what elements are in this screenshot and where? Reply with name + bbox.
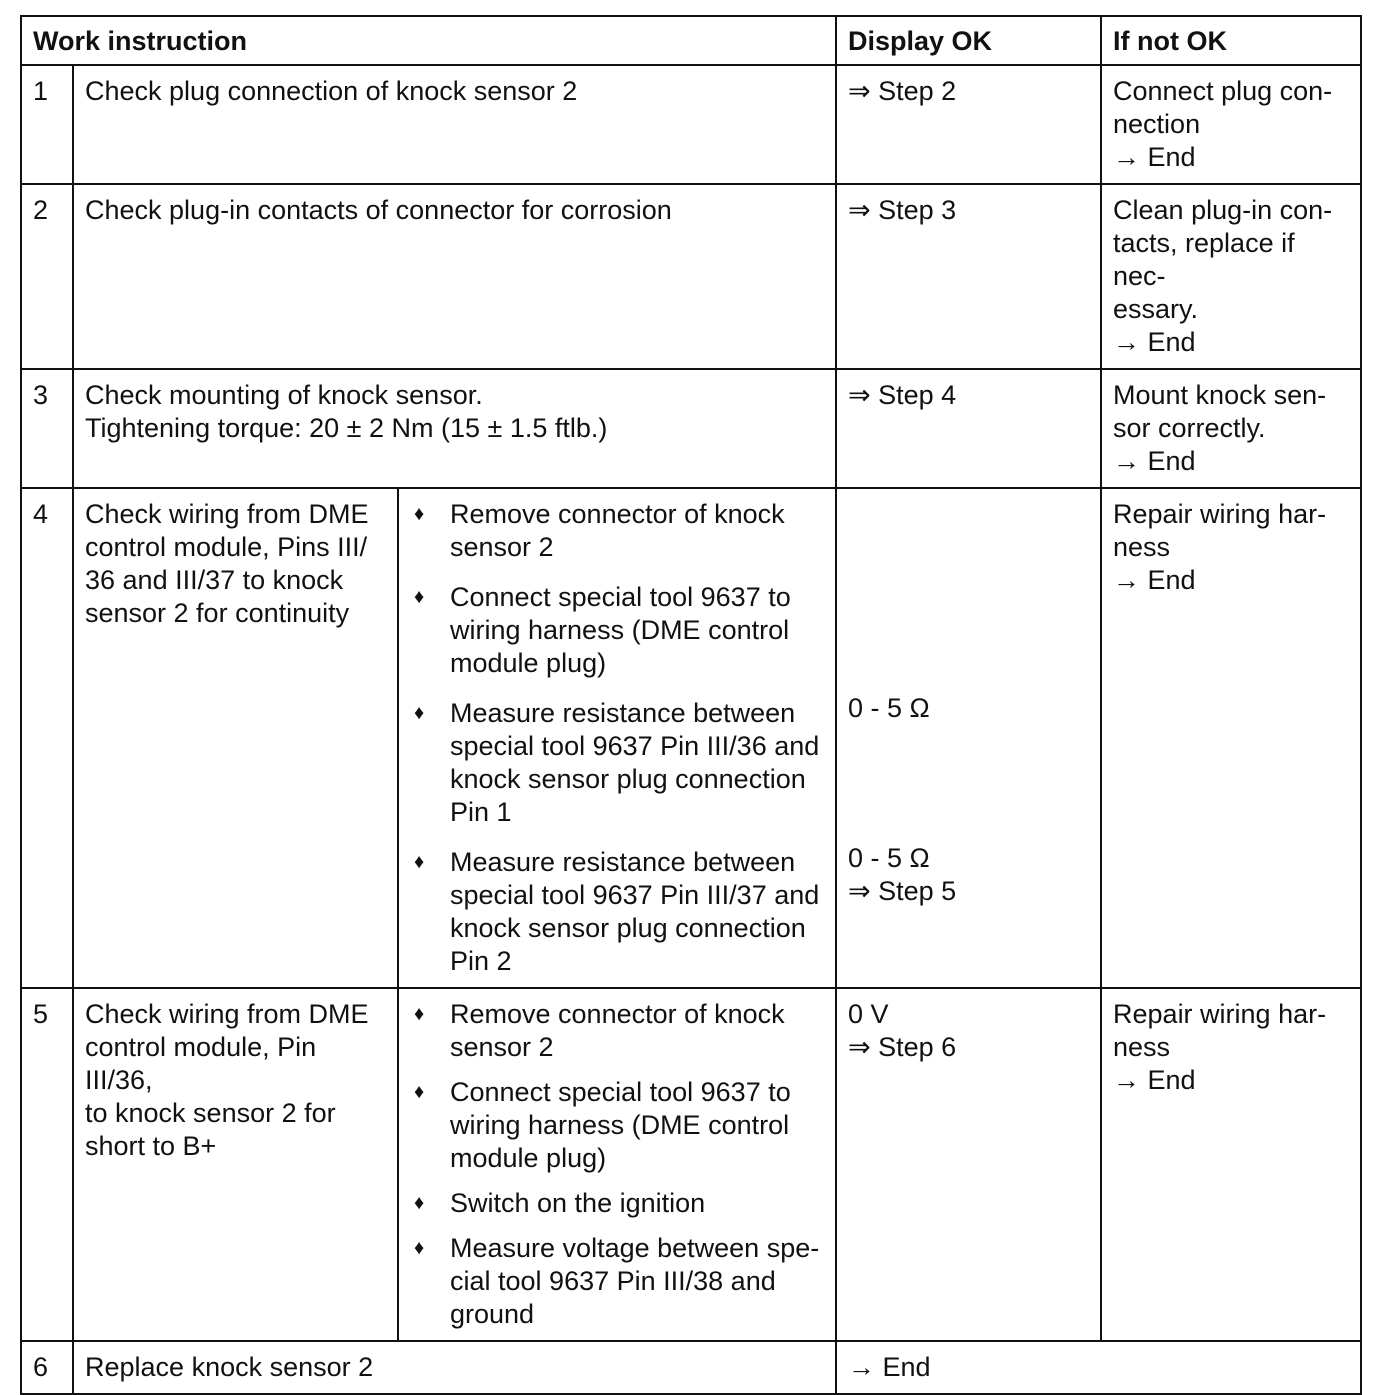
not-ok-line: essary. (1113, 294, 1199, 324)
table-row (21, 369, 1361, 488)
display-ok-line: 0 V (848, 999, 889, 1029)
sub-step-line: Pin 1 (450, 797, 512, 827)
display-ok-cell: ⇒ Step 2 (836, 65, 1101, 184)
instruction-text: Replace knock sensor 2 (73, 1341, 836, 1394)
sub-step-line: sensor 2 (450, 532, 554, 562)
sub-steps-cell (398, 988, 836, 1341)
not-ok-line: → End (1113, 1065, 1196, 1095)
table-header-row (21, 16, 1361, 65)
not-ok-line: Clean plug-in con- (1113, 195, 1333, 225)
table-row (21, 488, 1361, 988)
header-work-instruction: Work instruction (21, 16, 836, 65)
sub-step-item (410, 1076, 825, 1175)
sub-step-line: wiring harness (DME control (450, 1110, 790, 1140)
step-number: 5 (21, 988, 73, 1341)
instruction-text (73, 369, 836, 488)
sub-step-item (410, 581, 825, 680)
sub-step-line: module plug) (450, 1143, 607, 1173)
sub-step-line: Measure resistance between (450, 847, 796, 877)
sub-step-item (410, 1232, 825, 1331)
diamond-bullet-icon: ♦ (414, 586, 425, 608)
sub-step-item (410, 1187, 825, 1220)
step-number: 6 (21, 1341, 73, 1394)
sub-step-item (410, 697, 825, 829)
display-ok-cell: ⇒ Step 3 (836, 184, 1101, 369)
diamond-bullet-icon: ♦ (414, 503, 425, 525)
not-ok-line: → End (1113, 446, 1196, 476)
work-instruction-table (20, 15, 1362, 1395)
display-ok-cell (836, 488, 1101, 988)
instruction-line: control module, Pin III/36, (85, 1032, 317, 1095)
step-number: 1 (21, 65, 73, 184)
not-ok-line: nection (1113, 109, 1201, 139)
table-row (21, 988, 1361, 1341)
sub-step-line: ground (450, 1299, 535, 1329)
instruction-text (73, 988, 398, 1341)
sub-step-line: knock sensor plug connection (450, 913, 806, 943)
display-ok-value: 0 - 5 Ω (848, 843, 930, 873)
sub-step-line: Switch on the ignition (450, 1188, 706, 1218)
not-ok-line: → End (1113, 565, 1196, 595)
sub-step-line: wiring harness (DME control (450, 615, 790, 645)
sub-step-line: Connect special tool 9637 to (450, 582, 791, 612)
table-row (21, 65, 1361, 184)
step-number: 3 (21, 369, 73, 488)
diamond-bullet-icon: ♦ (414, 1081, 425, 1103)
display-ok-cell: ⇒ Step 4 (836, 369, 1101, 488)
instruction-line: sensor 2 for continuity (85, 598, 350, 628)
instruction-text: Check plug connection of knock sensor 2 (73, 65, 836, 184)
sub-step-line: Pin 2 (450, 946, 512, 976)
sub-step-item (410, 498, 825, 564)
not-ok-line: → End (1113, 142, 1196, 172)
sub-step-line: Measure voltage between spe- (450, 1233, 820, 1263)
if-not-ok-cell (1101, 65, 1361, 184)
diamond-bullet-icon: ♦ (414, 1237, 425, 1259)
not-ok-line: sor correctly. (1113, 413, 1266, 443)
diamond-bullet-icon: ♦ (414, 1192, 425, 1214)
sub-steps-cell (398, 488, 836, 988)
not-ok-line: ness (1113, 532, 1171, 562)
sub-step-list (410, 998, 825, 1331)
sub-step-line: knock sensor plug connection (450, 764, 806, 794)
if-not-ok-cell (1101, 488, 1361, 988)
display-ok-line: ⇒ Step 6 (848, 1032, 957, 1062)
instruction-line: to knock sensor 2 for (85, 1098, 336, 1128)
if-not-ok-cell (1101, 988, 1361, 1341)
not-ok-line: Repair wiring har- (1113, 999, 1327, 1029)
header-display-ok: Display OK (836, 16, 1101, 65)
sub-step-line: special tool 9637 Pin III/37 and (450, 880, 820, 910)
instruction-line: control module, Pins III/ (85, 532, 368, 562)
instruction-line: short to B+ (85, 1131, 217, 1161)
instruction-line: Check mounting of knock sensor. (85, 380, 483, 410)
header-if-not-ok: If not OK (1101, 16, 1361, 65)
not-ok-line: ness (1113, 1032, 1171, 1062)
if-not-ok-cell (1101, 184, 1361, 369)
display-ok-value: ⇒ Step 5 (848, 876, 957, 906)
step-number: 4 (21, 488, 73, 988)
sub-step-list (410, 498, 825, 978)
not-ok-line: Connect plug con- (1113, 76, 1333, 106)
display-ok-value: 0 - 5 Ω (848, 693, 930, 723)
table-row (21, 1341, 1361, 1394)
sub-step-line: Connect special tool 9637 to (450, 1077, 791, 1107)
instruction-line: 36 and III/37 to knock (85, 565, 344, 595)
sub-step-line: special tool 9637 Pin III/36 and (450, 731, 820, 761)
table-row (21, 184, 1361, 369)
diamond-bullet-icon: ♦ (414, 1003, 425, 1025)
not-ok-line: Mount knock sen- (1113, 380, 1327, 410)
instruction-line: Check wiring from DME (85, 499, 369, 529)
if-not-ok-cell (1101, 369, 1361, 488)
sub-step-item (410, 998, 825, 1064)
sub-step-line: Remove connector of knock (450, 499, 785, 529)
sub-step-line: cial tool 9637 Pin III/38 and (450, 1266, 776, 1296)
instruction-text: Check plug-in contacts of connector for corrosion (73, 184, 836, 369)
sub-step-line: module plug) (450, 648, 607, 678)
instruction-text (73, 488, 398, 988)
display-ok-cell (836, 988, 1101, 1341)
not-ok-line: Repair wiring har- (1113, 499, 1327, 529)
diamond-bullet-icon: ♦ (414, 851, 425, 873)
instruction-line: Tightening torque: 20 ± 2 Nm (15 ± 1.5 ftlb.) (85, 413, 608, 443)
diamond-bullet-icon: ♦ (414, 702, 425, 724)
sub-step-line: Measure resistance between (450, 698, 796, 728)
not-ok-line: → End (1113, 327, 1196, 357)
sub-step-item (410, 846, 825, 978)
sub-step-line: sensor 2 (450, 1032, 554, 1062)
instruction-line: Check wiring from DME (85, 999, 369, 1029)
sub-step-line: Remove connector of knock (450, 999, 785, 1029)
not-ok-line: tacts, replace if nec- (1113, 228, 1295, 291)
display-ok-cell: → End (836, 1341, 1361, 1394)
step-number: 2 (21, 184, 73, 369)
